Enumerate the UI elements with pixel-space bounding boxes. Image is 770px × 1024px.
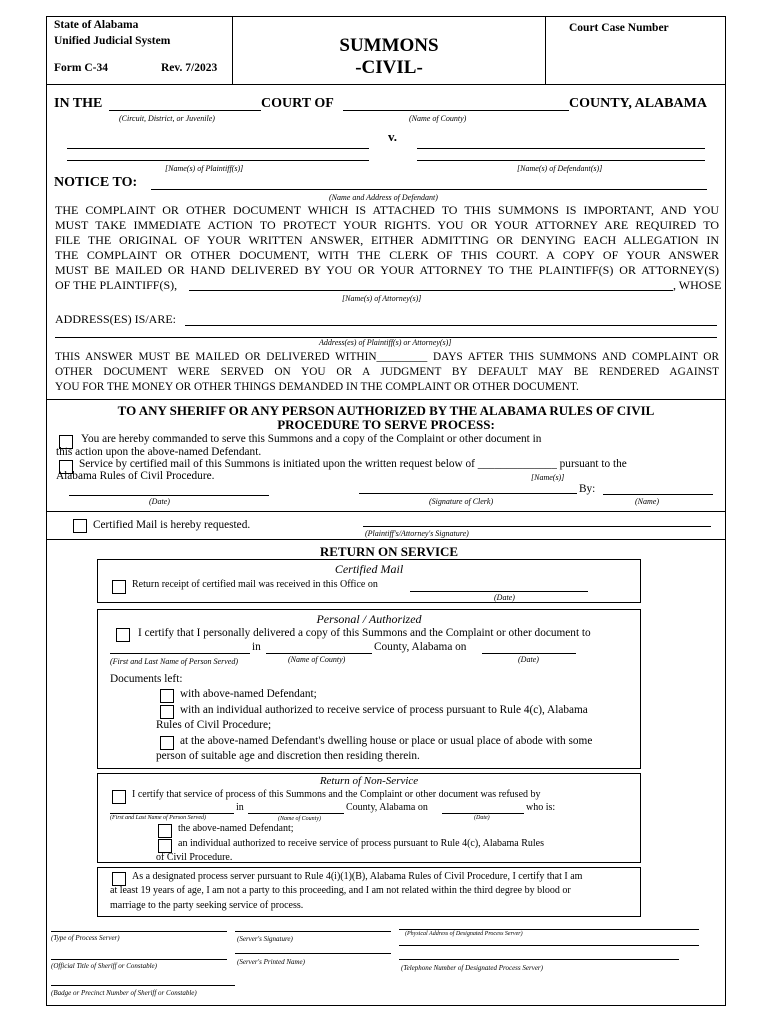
server-signature-input[interactable] — [235, 918, 391, 931]
plaintiff-line-2 — [67, 160, 369, 161]
plaintiff-signature-caption: (Plaintiff's/Attorney's Signature) — [365, 529, 469, 538]
date-caption: (Date) — [149, 497, 170, 506]
option2-text: Service by certified mail of this Summons is initiated upon the written request below of ______________ pursuant to the — [79, 458, 627, 470]
refused-person-line — [110, 813, 234, 814]
official-title-input[interactable] — [51, 946, 227, 959]
printed-name-line — [235, 953, 391, 954]
form-number: Form C-34 — [54, 62, 108, 74]
name-caption: (Name) — [635, 497, 659, 506]
answer-line: THIS ANSWER MUST BE MAILED OR DELIVERED WITHIN_________ DAYS AFTER THIS SUMMONS AND COMPLAINT OR — [55, 351, 719, 363]
server-address-input[interactable] — [399, 916, 699, 929]
plaintiff-line-1 — [67, 148, 369, 149]
left-with-defendant-checkbox[interactable] — [160, 689, 174, 703]
ns-county-caption: (Name of County) — [278, 816, 321, 822]
server-signature-caption: (Server's Signature) — [237, 935, 293, 943]
certified-requested-checkbox[interactable] — [73, 519, 87, 533]
notice-defendant-input[interactable] — [151, 174, 707, 189]
left-with-authorized-checkbox[interactable] — [160, 705, 174, 719]
defendant-input[interactable] — [417, 134, 705, 148]
answer-line: YOU FOR THE MONEY OR OTHER THINGS DEMANDED IN THE COMPLAINT OR OTHER DOCUMENT. — [55, 381, 579, 393]
form-title: SUMMONS — [339, 35, 439, 56]
ns-in-label: in — [236, 802, 244, 813]
sheriff-heading-2: PROCEDURE TO SERVE PROCESS: — [277, 417, 495, 432]
county-alabama-label: COUNTY, ALABAMA — [569, 96, 707, 111]
nonservice-title: Return of Non-Service — [319, 775, 419, 787]
title-block — [233, 17, 545, 85]
clerk-name-input[interactable] — [603, 480, 713, 494]
court-type-input[interactable] — [109, 95, 261, 110]
in-label: in — [252, 641, 261, 653]
non-service-box — [97, 773, 641, 863]
type-server-caption: (Type of Process Server) — [51, 934, 120, 942]
personal-line: I certify that I personally delivered a copy of this Summons and the Complaint or other document to — [138, 627, 591, 639]
left-option-3b: person of suitable age and discretion then residing therein. — [156, 750, 420, 762]
left-option-1: with above-named Defendant; — [180, 688, 317, 700]
ns-date-caption: (Date) — [474, 815, 490, 821]
served-date-line — [482, 653, 576, 654]
badge-input[interactable] — [51, 972, 235, 985]
official-title-line — [51, 959, 227, 960]
plaintiff-caption: [Name(s) of Plaintiff(s)] — [165, 164, 244, 173]
receipt-date-caption: (Date) — [494, 593, 515, 602]
telephone-input[interactable] — [399, 946, 679, 959]
option2-text-2: Alabama Rules of Civil Procedure. — [56, 470, 215, 482]
notice-line: MUST BE MAILED OR HAND DELIVERED BY YOU OR YOUR ATTORNEY TO THE PLAINTIFF(S) OR ATTORNEY(S) — [55, 263, 719, 277]
person-served-input[interactable] — [110, 639, 250, 653]
whose-label: , WHOSE — [673, 278, 722, 292]
telephone-caption: (Telephone Number of Designated Process Server) — [401, 964, 543, 972]
person-served-line — [110, 653, 250, 654]
designated-line: As a designated process server pursuant to Rule 4(i)(1)(B), Alabama Rules of Civil Procedure, I certify that I am — [132, 871, 583, 882]
left-option-2b: Rules of Civil Procedure; — [156, 719, 272, 731]
ns-option-2b: of Civil Procedure. — [156, 852, 233, 863]
answer-line: OTHER DOCUMENT WERE SERVED ON YOU OR A JUDGMENT BY DEFAULT MAY BE RENDERED AGAINST — [55, 366, 719, 378]
by-label: By: — [579, 483, 596, 495]
refused-authorized-checkbox[interactable] — [158, 839, 172, 853]
served-county-line — [266, 653, 372, 654]
printed-name-input[interactable] — [235, 940, 391, 953]
notice-to-label: NOTICE TO: — [54, 175, 138, 190]
plaintiff-input[interactable] — [67, 134, 369, 148]
server-address-line — [399, 929, 699, 930]
clerk-date-line — [69, 495, 269, 496]
attorney-input[interactable] — [189, 276, 673, 290]
personal-title: Personal / Authorized — [316, 612, 422, 626]
certified-requested-text: Certified Mail is hereby requested. — [93, 519, 251, 531]
clerk-name-line — [603, 494, 713, 495]
telephone-line — [399, 959, 679, 960]
section-divider — [47, 399, 725, 400]
refused-county-input[interactable] — [248, 800, 344, 813]
person-caption: (First and Last Name of Person Served) — [110, 657, 238, 666]
attorney-caption: [Name(s) of Attorney(s)] — [342, 294, 422, 303]
served-county-input[interactable] — [266, 639, 372, 653]
printed-name-caption: (Server's Printed Name) — [237, 958, 305, 966]
ns-option-1: the above-named Defendant; — [178, 823, 294, 834]
signature-caption: (Signature of Clerk) — [429, 497, 494, 506]
left-at-dwelling-checkbox[interactable] — [160, 736, 174, 750]
refused-date-input[interactable] — [442, 800, 524, 813]
certified-mail-box — [97, 559, 641, 603]
county-alabama-on: County, Alabama on — [374, 641, 467, 653]
revision: Rev. 7/2023 — [161, 62, 218, 74]
notice-caption: (Name and Address of Defendant) — [329, 193, 438, 202]
left-option-3: at the above-named Defendant's dwelling house or place or usual place of abode with some — [180, 735, 593, 747]
documents-left-label: Documents left: — [110, 673, 183, 685]
form-id-block — [47, 17, 233, 85]
left-option-2: with an individual authorized to receive service of process pursuant to Rule 4(c), Alabama — [180, 704, 588, 716]
clerk-signature-input[interactable] — [359, 479, 577, 493]
court-type-line — [109, 110, 261, 111]
form-subtitle: -CIVIL- — [355, 57, 423, 78]
defendant-caption: [Name(s) of Defendant(s)] — [517, 164, 603, 173]
badge-caption: (Badge or Precinct Number of Sheriff or Constable) — [51, 989, 197, 997]
of-plaintiff-label: OF THE PLAINTIFF(S), — [55, 278, 178, 292]
plaintiff-signature-input[interactable] — [363, 512, 711, 526]
refused-county-line — [248, 813, 344, 814]
who-is-label: who is: — [526, 802, 556, 813]
plaintiff-signature-line — [363, 526, 711, 527]
case-number-block — [545, 17, 726, 85]
designated-server-checkbox[interactable] — [112, 872, 126, 886]
official-title-caption: (Official Title of Sheriff or Constable) — [51, 962, 157, 970]
clerk-signature-line — [359, 493, 577, 494]
notice-line: THE COMPLAINT OR OTHER DOCUMENT WHICH IS ATTACHED TO THIS SUMMONS IS IMPORTANT, AND YOU — [55, 203, 719, 217]
county-caption: (Name of County) — [409, 114, 467, 123]
receipt-date-input[interactable] — [410, 578, 588, 591]
designated-line-3: marriage to the party seeking service of process. — [110, 900, 304, 911]
defendant-line-2 — [417, 160, 705, 161]
versus: v. — [388, 129, 398, 144]
case-number-label: Court Case Number — [569, 22, 669, 34]
notice-defendant-line — [151, 189, 707, 190]
nonservice-line: I certify that service of process of this Summons and the Complaint or other document was refused by — [132, 789, 541, 800]
date-caption-2: (Date) — [518, 655, 539, 664]
notice-line: MUST TAKE IMMEDIATE ACTION TO PROTECT YOUR RIGHTS. YOU OR YOUR ATTORNEY ARE REQUIRED TO — [55, 218, 719, 232]
county-caption-2: (Name of County) — [288, 655, 346, 664]
county-line — [343, 110, 569, 111]
physical-address-caption: (Physical Address of Designated Process Server) — [405, 931, 523, 937]
names-caption: [Name(s)] — [531, 473, 565, 482]
address-line-1 — [185, 325, 717, 326]
server-type-line — [51, 931, 227, 932]
state-name: State of Alabama — [54, 19, 139, 31]
return-heading: RETURN ON SERVICE — [319, 544, 459, 559]
certified-mail-title: Certified Mail — [334, 562, 404, 576]
section-divider — [47, 539, 725, 540]
ns-option-2: an individual authorized to receive service of process pursuant to Rule 4(c), Alabama Rules — [178, 838, 544, 849]
court-of-label: COURT OF — [261, 96, 334, 111]
designated-server-box — [97, 867, 641, 917]
case-number-input[interactable] — [552, 43, 720, 79]
certified-receipt-text: Return receipt of certified mail was received in this Office on — [132, 579, 378, 590]
address-caption: Address(es) of Plaintiff(s) or Attorney(s)] — [319, 338, 452, 347]
option1-text-2: this action upon the above-named Defendant. — [56, 446, 262, 458]
receipt-date-line — [410, 591, 588, 592]
system-name: Unified Judicial System — [54, 35, 171, 47]
server-type-input[interactable] — [51, 918, 227, 931]
refused-defendant-checkbox[interactable] — [158, 824, 172, 838]
receipt-received-checkbox[interactable] — [112, 580, 126, 594]
address-input[interactable] — [185, 311, 717, 325]
county-input[interactable] — [343, 95, 569, 110]
served-date-input[interactable] — [482, 639, 576, 653]
option1-text: You are hereby commanded to serve this Summons and a copy of the Complaint or other document in — [81, 433, 542, 445]
notice-line: FILE THE ORIGINAL OF YOUR WRITTEN ANSWER, EITHER ADMITTING OR DENYING EACH ALLEGATION IN — [55, 233, 719, 247]
personal-service-box — [97, 609, 641, 769]
addresses-label: ADDRESS(ES) IS/ARE: — [55, 312, 177, 326]
refused-date-line — [442, 813, 524, 814]
ns-county-alabama-on: County, Alabama on — [346, 802, 428, 813]
server-signature-line — [235, 931, 391, 932]
ns-person-caption: (First and Last Name of Person Served) — [110, 815, 206, 821]
clerk-date-input[interactable] — [69, 481, 269, 495]
refused-person-input[interactable] — [110, 800, 234, 813]
in-the-label: IN THE — [54, 96, 103, 111]
sheriff-heading: TO ANY SHERIFF OR ANY PERSON AUTHORIZED BY THE ALABAMA RULES OF CIVIL — [117, 403, 655, 418]
badge-line — [51, 985, 235, 986]
circuit-caption: (Circuit, District, or Juvenile) — [119, 114, 215, 123]
attorney-line — [189, 290, 673, 291]
summons-form — [46, 16, 726, 1006]
designated-line-2: at least 19 years of age, I am not a party to this proceeding, and I am not related within the third degree by blood or — [110, 885, 571, 896]
defendant-line-1 — [417, 148, 705, 149]
notice-line: THE COMPLAINT OR OTHER DOCUMENT, WITH THE CLERK OF THIS COURT. A COPY OF YOUR ANSWER — [55, 248, 719, 262]
